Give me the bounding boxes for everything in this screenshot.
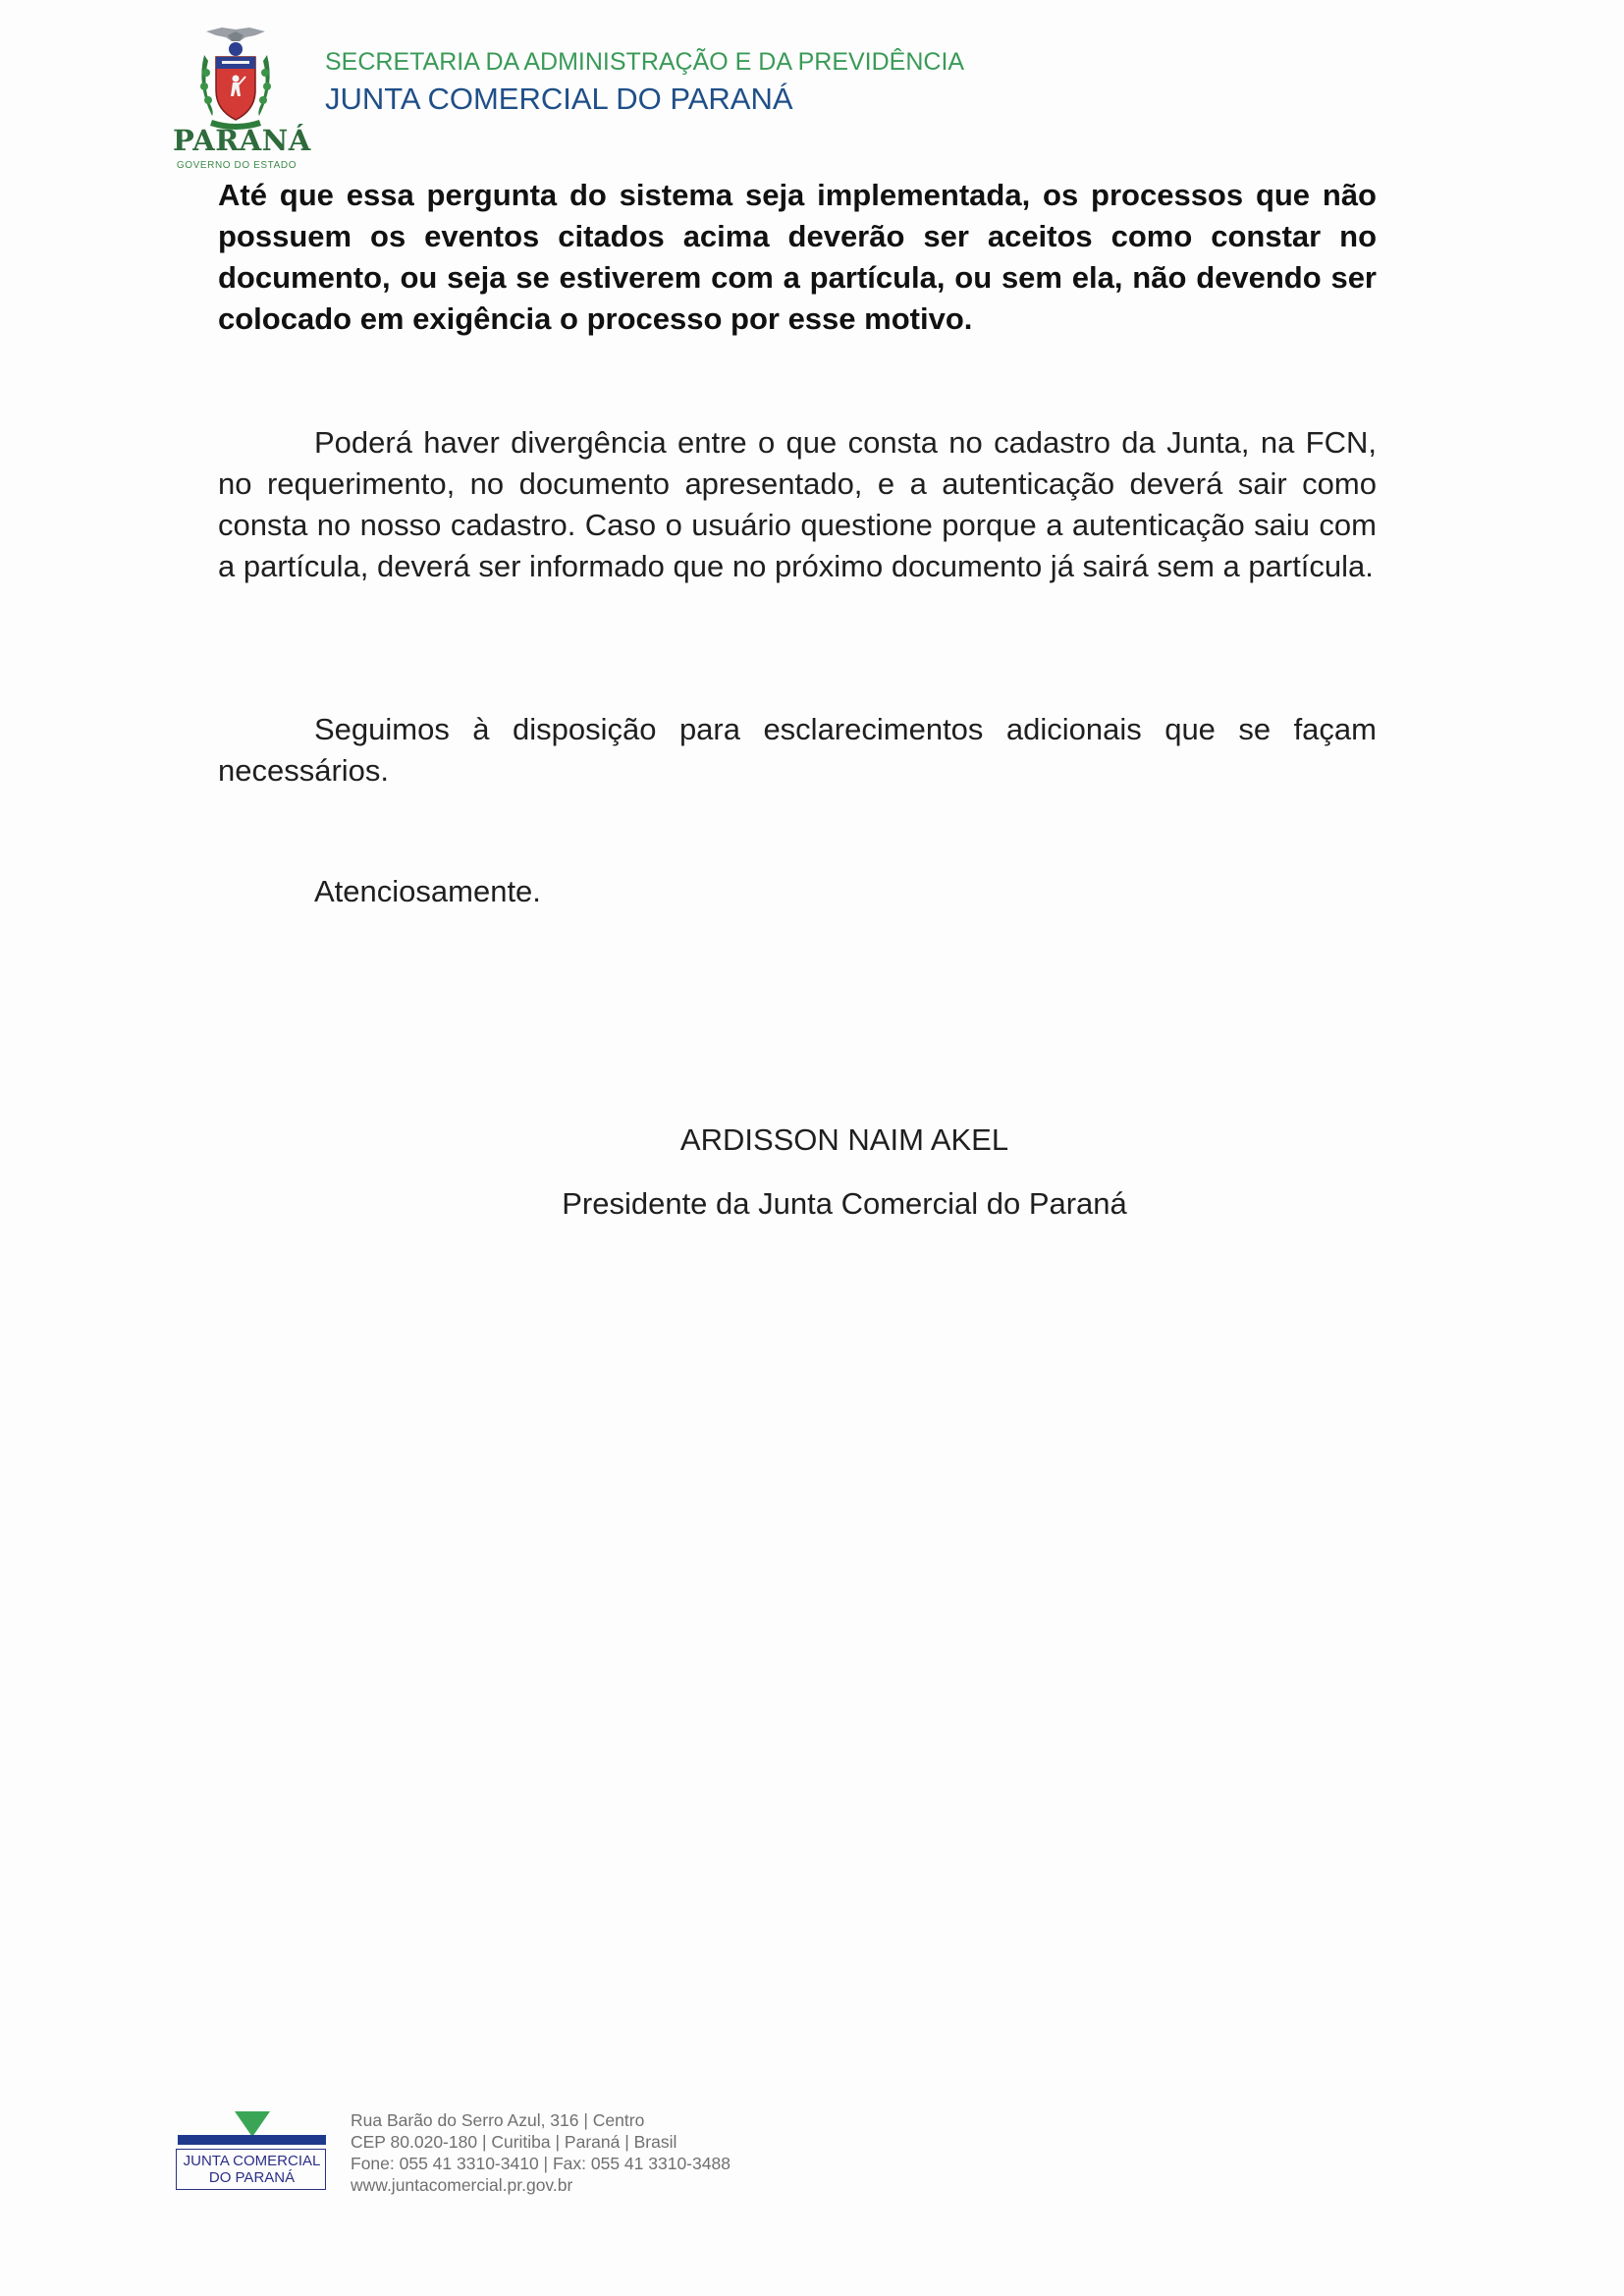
- junta-comercial-logo: [176, 2111, 328, 2192]
- footer-address-street: Rua Barão do Serro Azul, 316 | Centro: [351, 2110, 645, 2130]
- paragraph-divergence: Poderá haver divergência entre o que consta no cadastro da Junta, na FCN, no requerimento, no documento apresentado, e a autenticação deverá sair como consta no nosso cadastro. Caso o usuário questione porque a autenticação saiu com a partícula, deverá ser informado que no próximo documento já sairá sem a partícula.: [218, 425, 1377, 583]
- secretariat-name: SECRETARIA DA ADMINISTRAÇÃO E DA PREVIDÊNCIA: [325, 48, 965, 76]
- green-triangle-icon: [235, 2111, 270, 2137]
- footer-website: www.juntacomercial.pr.gov.br: [351, 2175, 573, 2195]
- footer-phone-fax: Fone: 055 41 3310-3410 | Fax: 055 41 3310-3488: [351, 2154, 731, 2173]
- footer-address-city: CEP 80.020-180 | Curitiba | Paraná | Brasil: [351, 2132, 677, 2152]
- paragraph-availability: Seguimos à disposição para esclarecimentos adicionais que se façam necessários.: [218, 712, 1377, 788]
- parana-coat-of-arms-icon: [192, 26, 279, 132]
- institution-name: JUNTA COMERCIAL DO PARANÁ: [325, 82, 793, 116]
- logo-stripe: [178, 2135, 326, 2145]
- paragraph-implementation-note: Até que essa pergunta do sistema seja implementada, os processos que não possuem os eventos citados acima deverão ser aceitos como constar no documento, ou seja se estiverem com a partícula, ou sem ela, não devendo ser colocado em exigência o processo por esse motivo.: [218, 178, 1377, 336]
- signatory-name: ARDISSON NAIM AKEL: [679, 1122, 1009, 1157]
- state-name: PARANÁ: [173, 124, 311, 157]
- logo-text-line1: JUNTA COMERCIAL: [183, 2153, 321, 2169]
- state-subtitle: GOVERNO DO ESTADO: [176, 160, 298, 171]
- signatory-title: Presidente da Junta Comercial do Paraná: [562, 1186, 1127, 1221]
- logo-text-line2: DO PARANÁ: [208, 2169, 296, 2186]
- closing-salutation: Atenciosamente.: [314, 874, 541, 908]
